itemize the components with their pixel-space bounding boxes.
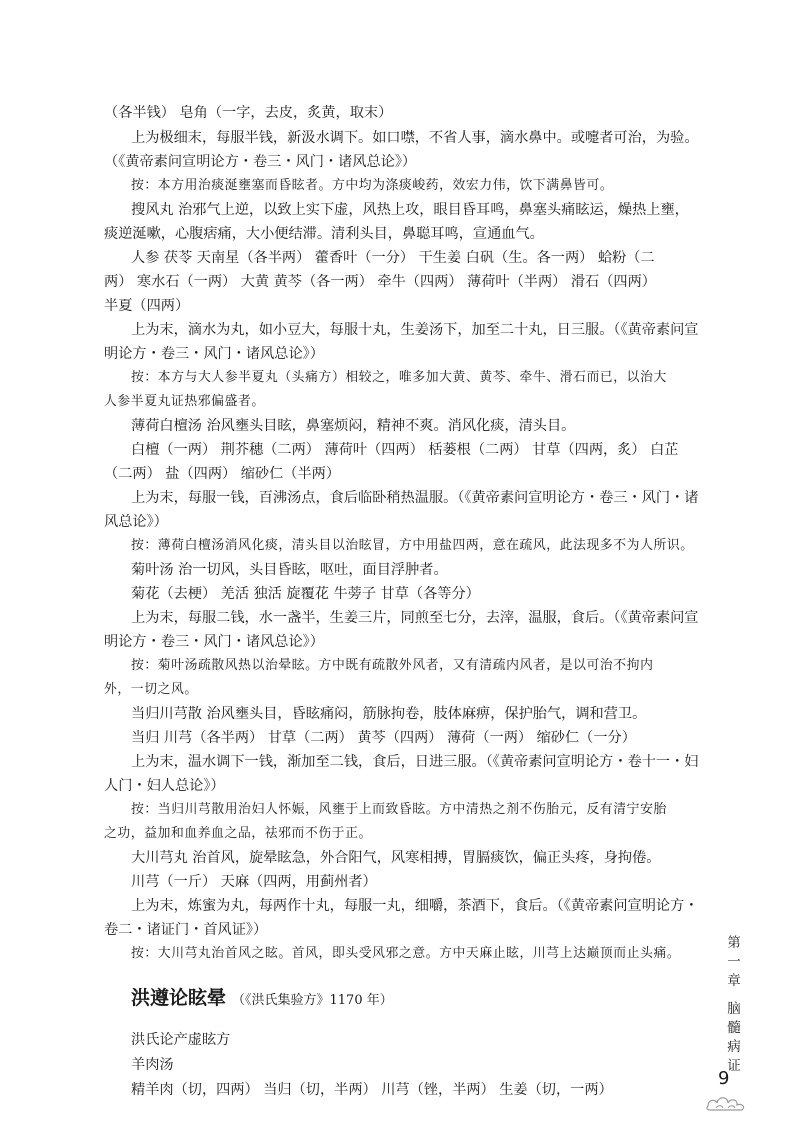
text-line: 川芎（一斤） 天麻（四两，用蓟州者） (131, 874, 377, 890)
text-line: 精羊肉（切，四两） 当归（切，半两） 川芎（锉，半两） 生姜（切，一两） (131, 1082, 613, 1098)
note-line: 按：本方与大人参半夏丸（头痛方）相较之，唯多加大黄、黄芩、牵牛、滑石而已，以治大 (131, 370, 667, 385)
note-line: 按：大川芎丸治首风之眩。首风，即头受风邪之意。方中天麻止眩，川芎上达巅顶而止头痛。 (131, 946, 681, 961)
section-title: 洪遵论眩晕 (131, 987, 227, 1009)
text-line: 上为末，每服二钱，水一盏半，生姜三片，同煎至七分，去滓，温服，食后。（《黄帝素问宣 (131, 610, 699, 626)
text-line: 上为极细末，每服半钱，新汲水调下。如口噤，不省人事，滴水鼻中。或嚏者可治，为验。 (131, 130, 699, 146)
page-number: 9 (718, 1068, 730, 1089)
text-line: 当归川芎散 治风壅头目，昏眩痛闷，筋脉拘卷，肢体麻痹，保护胎气，调和营卫。 (131, 706, 647, 722)
note-line: 按：薄荷白檀汤消风化痰，清头目以治眩冒，方中用盐四两，意在疏风，此法现多不为人所识。 (131, 538, 694, 553)
note-line: 外，一切之风。 (104, 682, 198, 697)
text-line: 上为末，每服一钱，百沸汤点，食后临卧稍热温服。（《黄帝素问宣明论方・卷三・风门・诸 (131, 490, 699, 506)
note-line: 按：菊叶汤疏散风热以治晕眩。方中既有疏散外风者，又有清疏内风者，是以可治不拘内 (131, 658, 654, 673)
text-line: （《黄帝素问宣明论方・卷三・风门・诸风总论》） (104, 154, 417, 170)
text-line: 半夏（四两） (104, 298, 190, 314)
text-line: 大川芎丸 治首风，旋晕眩急，外合阳气，风寒相搏，胃膈痰饮，偏正头疼，身拘倦。 (131, 850, 661, 866)
text-line: 上为末，炼蜜为丸，每两作十丸，每服一丸，细嚼，茶酒下，食后。（《黄帝素问宣明论方・ (131, 898, 699, 914)
note-line: 人参半夏丸证热邪偏盛者。 (104, 394, 265, 409)
text-line: 人参 茯苓 天南星（各半两） 藿香叶（一分） 干生姜 白矾（生。各一两） 蛤粉（二 (131, 250, 655, 266)
text-line: 风总论》） (104, 514, 168, 530)
note-line: 按：本方用治痰涎壅塞而昏眩者。方中均为涤痰峻药，效宏力伟，饮下满鼻皆可。 (131, 178, 614, 193)
note-line: 之功，益加和血养血之品，祛邪而不伤于正。 (104, 826, 372, 841)
text-line: 上为末，滴水为丸，如小豆大，每服十丸，生姜汤下，加至二十丸，日三服。（《黄帝素问宣 (131, 322, 699, 338)
cloud-ornament-icon (704, 1088, 748, 1114)
text-line: 明论方・卷三・风门・诸风总论》） (104, 634, 324, 650)
text-line: （二两） 盐（四两） 缩砂仁（半两） (104, 466, 341, 482)
section-source: （《洪氏集验方》1170 年） (232, 993, 393, 1008)
text-line: 白檀（一两） 荆芥穗（二两） 薄荷叶（四两） 栝蒌根（二两） 甘草（四两，炙） 白芷 (131, 442, 679, 458)
text-line: 明论方・卷三・风门・诸风总论》） (104, 346, 324, 362)
chapter-tab: 第一章 (727, 935, 741, 989)
text-line: 当归 川芎（各半两） 甘草（二两） 黄芩（四两） 薄荷（一两） 缩砂仁（一分） (131, 730, 636, 746)
text-line: 搜风丸 治邪气上逆，以致上实下虚，风热上攻，眼目昏耳鸣，鼻塞头痛眩运，燥热上壅， (131, 202, 689, 218)
text-line: 卷二・诸证门・首风证》） (104, 922, 268, 938)
text-line: 薄荷白檀汤 治风壅头目眩，鼻塞烦闷，精神不爽。消风化痰，清头目。 (131, 418, 576, 434)
text-line: 菊叶汤 治一切风，头目昏眩，呕吐，面目浮肿者。 (131, 562, 448, 578)
text-line: 人门・妇人总论》） (104, 778, 225, 794)
text-line: 两） 寒水石（一两） 大黄 黄芩（各一两） 牵牛（四两） 薄荷叶（半两） 滑石（四两） (104, 274, 656, 290)
text-line: 菊花（去梗） 羌活 独活 旋覆花 牛蒡子 甘草（各等分） (131, 586, 480, 602)
text-line: （各半钱） 皂角（一字，去皮，炙黄，取末） (104, 105, 393, 121)
text-line: 洪氏论产虚眩方 (131, 1032, 231, 1048)
text-line: 痰逆涎嗽，心腹痞痛，大小便结滞。清利头目，鼻聪耳鸣，宣通血气。 (104, 226, 544, 242)
section-heading (131, 983, 393, 1010)
text-line: 羊肉汤 (131, 1057, 174, 1073)
note-line: 按：当归川芎散用治妇人怀娠，风壅于上而致昏眩。方中清热之剂不伤胎元，反有清宁安胎 (131, 802, 667, 817)
text-line: 上为末，温水调下一钱，渐加至二钱，食后，日进三服。（《黄帝素问宣明论方・卷十一・妇 (131, 754, 699, 770)
chapter-topic: 脑髓病证 (727, 1001, 741, 1074)
